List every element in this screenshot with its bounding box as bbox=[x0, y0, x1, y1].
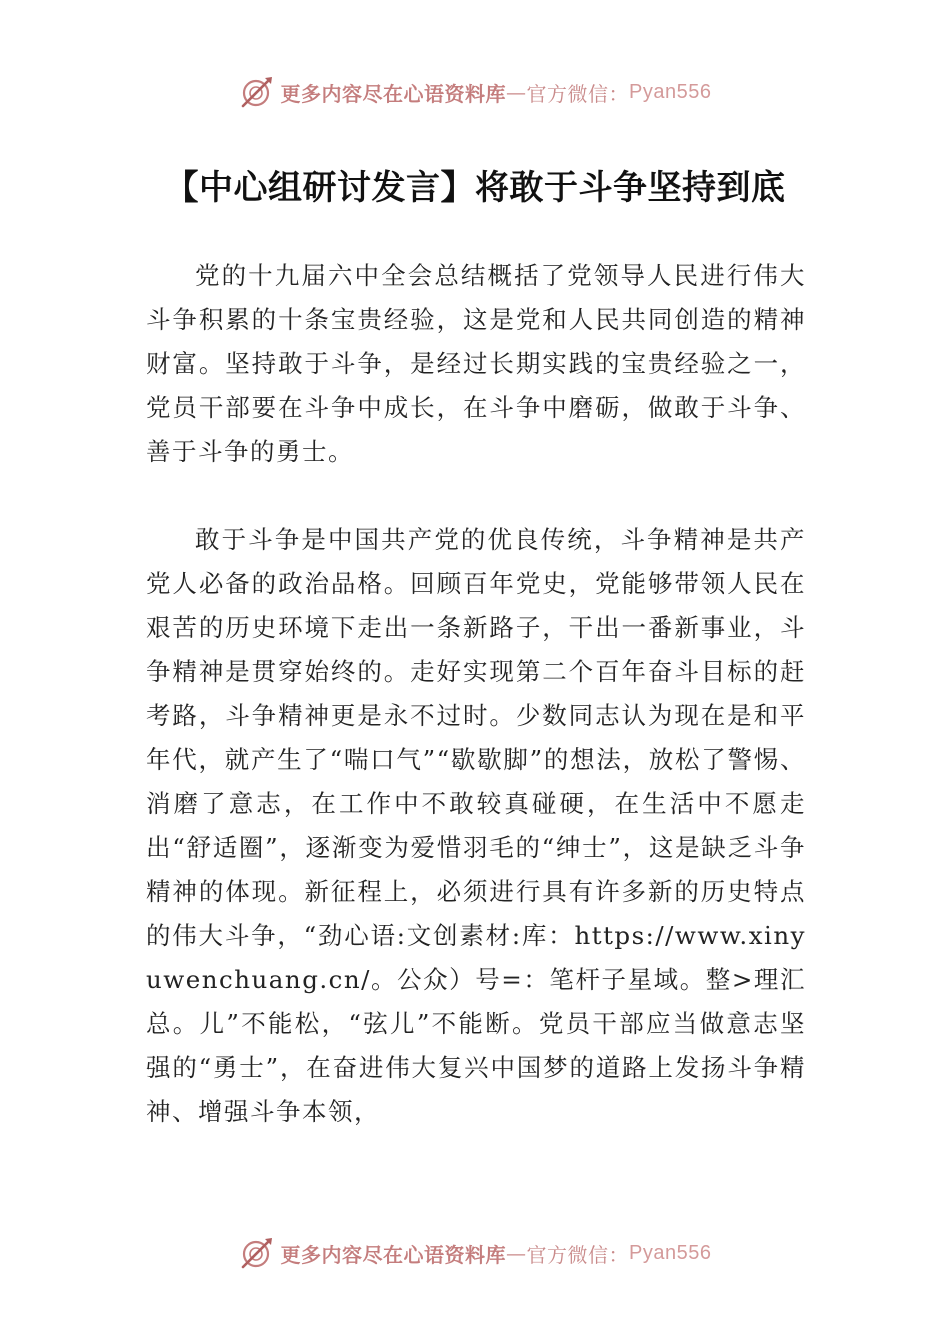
footer-wechat-id: Pyan556 bbox=[629, 1241, 712, 1264]
header-brand-text: 更多内容尽在心语资料库 bbox=[280, 81, 507, 106]
document-body bbox=[146, 254, 806, 1134]
footer-banner bbox=[0, 1231, 950, 1275]
header-banner bbox=[0, 70, 950, 114]
footer-separator: — bbox=[506, 1241, 527, 1265]
brand-logo-icon bbox=[239, 74, 275, 110]
document-title: 【中心组研讨发言】将敢于斗争坚持到底 bbox=[164, 168, 786, 208]
body-paragraph-2: 敢于斗争是中国共产党的优良传统，斗争精神是共产党人必备的政治品格。回顾百年党史，党能够带领人民在艰苦的历史环境下走出一条新路子，干出一番新事业，斗争精神是贯穿始终的。走好实现第二个百年奋斗目标的赶考路，斗争精神更是永不过时。少数同志认为现在是和平年代，就产生了“喘口气”“歇歇脚”的想法，放松了警惕、消磨了意志，在工作中不敢较真碰硬，在生活中不愿走出“舒适圈”，逐渐变为爱惜羽毛的“绅士”，这是缺乏斗争精神的体现。新征程上，必须进行具有许多新的历史特点的伟大斗争，“劲心语:文创素材:库：https://www.xinyuwenchuang.cn/。公众）号=：笔杆子星域。整>理汇总。儿”不能松，“弦儿”不能断。党员干部应当做意志坚强的“勇士”，在奋进伟大复兴中国梦的道路上发扬斗争精神、增强斗争本领， bbox=[146, 525, 806, 1126]
footer-contact-label: 官方微信： bbox=[526, 1242, 630, 1267]
header-contact-label: 官方微信： bbox=[526, 81, 630, 106]
body-paragraph-1: 党的十九届六中全会总结概括了党领导人民进行伟大斗争积累的十条宝贵经验，这是党和人民共同创造的精神财富。坚持敢于斗争，是经过长期实践的宝贵经验之一，党员干部要在斗争中成长，在斗争中磨砺，做敢于斗争、善于斗争的勇士。 bbox=[146, 261, 806, 466]
brand-logo-icon bbox=[239, 1235, 275, 1271]
header-separator: — bbox=[506, 80, 527, 104]
header-wechat-id: Pyan556 bbox=[629, 80, 712, 103]
footer-brand-text: 更多内容尽在心语资料库 bbox=[280, 1242, 507, 1267]
